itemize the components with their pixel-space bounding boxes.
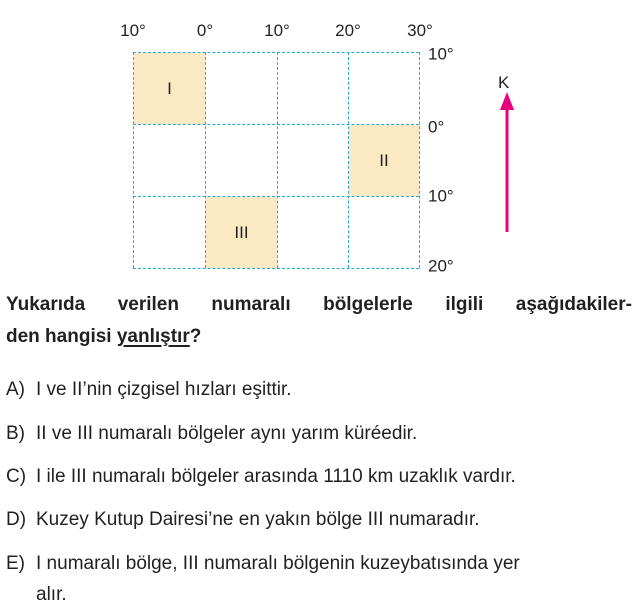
grid-line: [133, 52, 419, 53]
longitude-label: 20°: [335, 21, 361, 40]
longitude-label: 10°: [120, 21, 146, 40]
question-word: verilen: [117, 294, 179, 315]
option-letter: C): [6, 466, 27, 487]
latitude-label: 10°: [428, 44, 454, 64]
option-c[interactable]: [6, 466, 516, 488]
question-text-start: den hangisi: [6, 326, 117, 347]
grid-line: [133, 196, 419, 197]
option-letter: D): [6, 509, 27, 530]
option-letter: B): [6, 423, 25, 444]
grid-line: [133, 52, 134, 268]
longitude-label: 30°: [407, 21, 433, 40]
region-label: II: [379, 150, 389, 170]
question-word: bölgelerle: [323, 294, 413, 315]
question-text-end: ?: [189, 326, 202, 347]
question-line-2: [6, 321, 632, 353]
grid-line: [205, 52, 206, 268]
option-text: I numaralı bölge, III numaralı bölgenin kuzeybatısında yer: [36, 553, 520, 574]
option-e[interactable]: [6, 548, 632, 610]
question-emphasis: yanlıştır: [116, 326, 190, 347]
region-label: I: [167, 78, 172, 98]
latitude-label: 10°: [428, 186, 454, 206]
question-text: [6, 289, 632, 353]
grid-line: [348, 52, 349, 268]
longitude-label: 10°: [264, 21, 290, 40]
question-line-1: [6, 289, 632, 321]
region-label: III: [234, 222, 249, 242]
longitude-label: 0°: [196, 21, 214, 40]
north-label: K: [498, 73, 510, 92]
latitude-label: 0°: [428, 117, 445, 137]
region-ii: [349, 125, 419, 196]
question-word: aşağıdakiler-: [515, 294, 632, 315]
grid-line: [133, 268, 419, 269]
option-letter: E): [6, 553, 25, 574]
question-word: Yukarıda: [6, 294, 86, 315]
grid-line: [419, 52, 420, 268]
option-text: II ve III numaralı bölgeler aynı yarım küréedir.: [36, 423, 418, 444]
grid-line: [277, 52, 278, 268]
option-text: Kuzey Kutup Dairesi’ne en yakın bölge III numaradır.: [36, 509, 480, 530]
latitude-label: 20°: [428, 256, 454, 276]
coordinate-map: [0, 0, 639, 280]
grid-line: [133, 124, 419, 125]
option-letter: A): [6, 379, 25, 400]
option-text: I ve II’nin çizgisel hızları eşittir.: [36, 379, 292, 400]
region-i: [134, 53, 205, 124]
option-a[interactable]: [6, 379, 292, 401]
north-arrow-icon: [495, 72, 519, 234]
option-text-continued: alır.: [36, 584, 67, 605]
option-e-line-1: [6, 548, 632, 579]
region-iii: [206, 197, 277, 268]
question-word: ilgili: [445, 294, 484, 315]
option-b[interactable]: [6, 423, 417, 445]
option-d[interactable]: [6, 509, 480, 531]
option-text: I ile III numaralı bölgeler arasında 1110 km uzaklık vardır.: [36, 466, 516, 487]
question-word: numaralı: [211, 294, 291, 315]
